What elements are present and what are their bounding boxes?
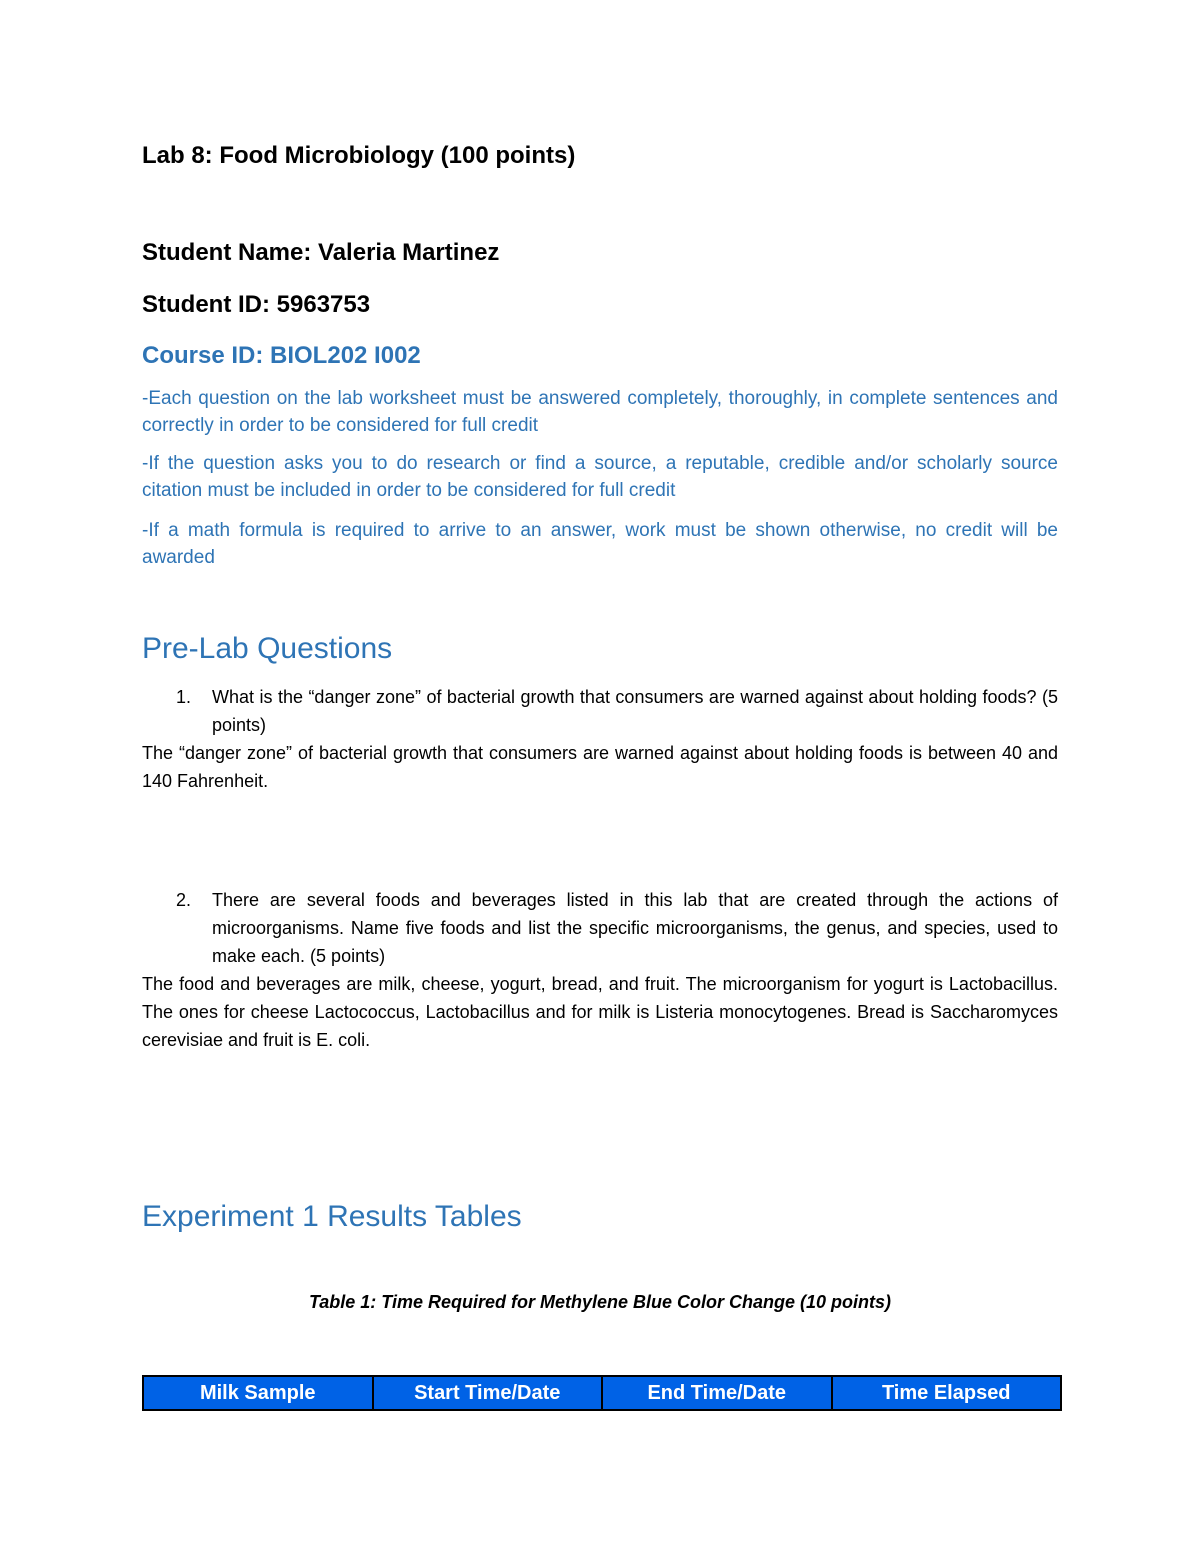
question-number: 1. <box>176 687 192 707</box>
prelab-question-2 <box>142 886 1058 970</box>
prelab-question-1 <box>142 683 1058 739</box>
column-header-start-time: Start Time/Date <box>373 1376 603 1410</box>
prelab-answer-1: The “danger zone” of bacterial growth that consumers are warned against about holding foods is between 40 and 140 Fahrenheit. <box>142 743 1058 791</box>
prelab-heading: Pre-Lab Questions <box>142 632 393 665</box>
student-name: Student Name: Valeria Martinez <box>142 239 500 266</box>
instruction-show-work: -If a math formula is required to arrive to an answer, work must be shown otherwise, no credit will be awarded <box>142 520 1058 568</box>
instruction-source-citation: -If the question asks you to do research or find a source, a reputable, credible and/or scholarly source citation must be included in order to be considered for full credit <box>142 453 1058 501</box>
instruction-complete-answers: -Each question on the lab worksheet must be answered completely, thoroughly, in complete sentences and correctly in order to be considered for full credit <box>142 388 1058 436</box>
column-header-time-elapsed: Time Elapsed <box>832 1376 1062 1410</box>
results-table-1 <box>142 1375 1062 1411</box>
course-id: Course ID: BIOL202 I002 <box>142 342 421 369</box>
experiment1-heading: Experiment 1 Results Tables <box>142 1200 522 1233</box>
question-text: There are several foods and beverages listed in this lab that are created through the actions of microorganisms. Name five foods and list the specific microorganisms, the genus, and species, used to make each. (5 points) <box>212 890 1058 966</box>
question-text: What is the “danger zone” of bacterial growth that consumers are warned against about holding foods? (5 points) <box>212 687 1058 735</box>
table1-caption: Table 1: Time Required for Methylene Blue Color Change (10 points) <box>308 1292 892 1312</box>
table-header-row <box>143 1376 1061 1410</box>
prelab-answer-2: The food and beverages are milk, cheese, yogurt, bread, and fruit. The microorganism for yogurt is Lactobacillus. The ones for cheese Lactococcus, Lactobacillus and for milk is Listeria monocytogenes. Bread is Saccharomyces cerevisiae and fruit is E. coli. <box>142 974 1058 1050</box>
lab-title: Lab 8: Food Microbiology (100 points) <box>142 142 576 169</box>
student-id: Student ID: 5963753 <box>142 291 371 318</box>
column-header-milk-sample: Milk Sample <box>143 1376 373 1410</box>
column-header-end-time: End Time/Date <box>602 1376 832 1410</box>
question-number: 2. <box>176 890 192 910</box>
